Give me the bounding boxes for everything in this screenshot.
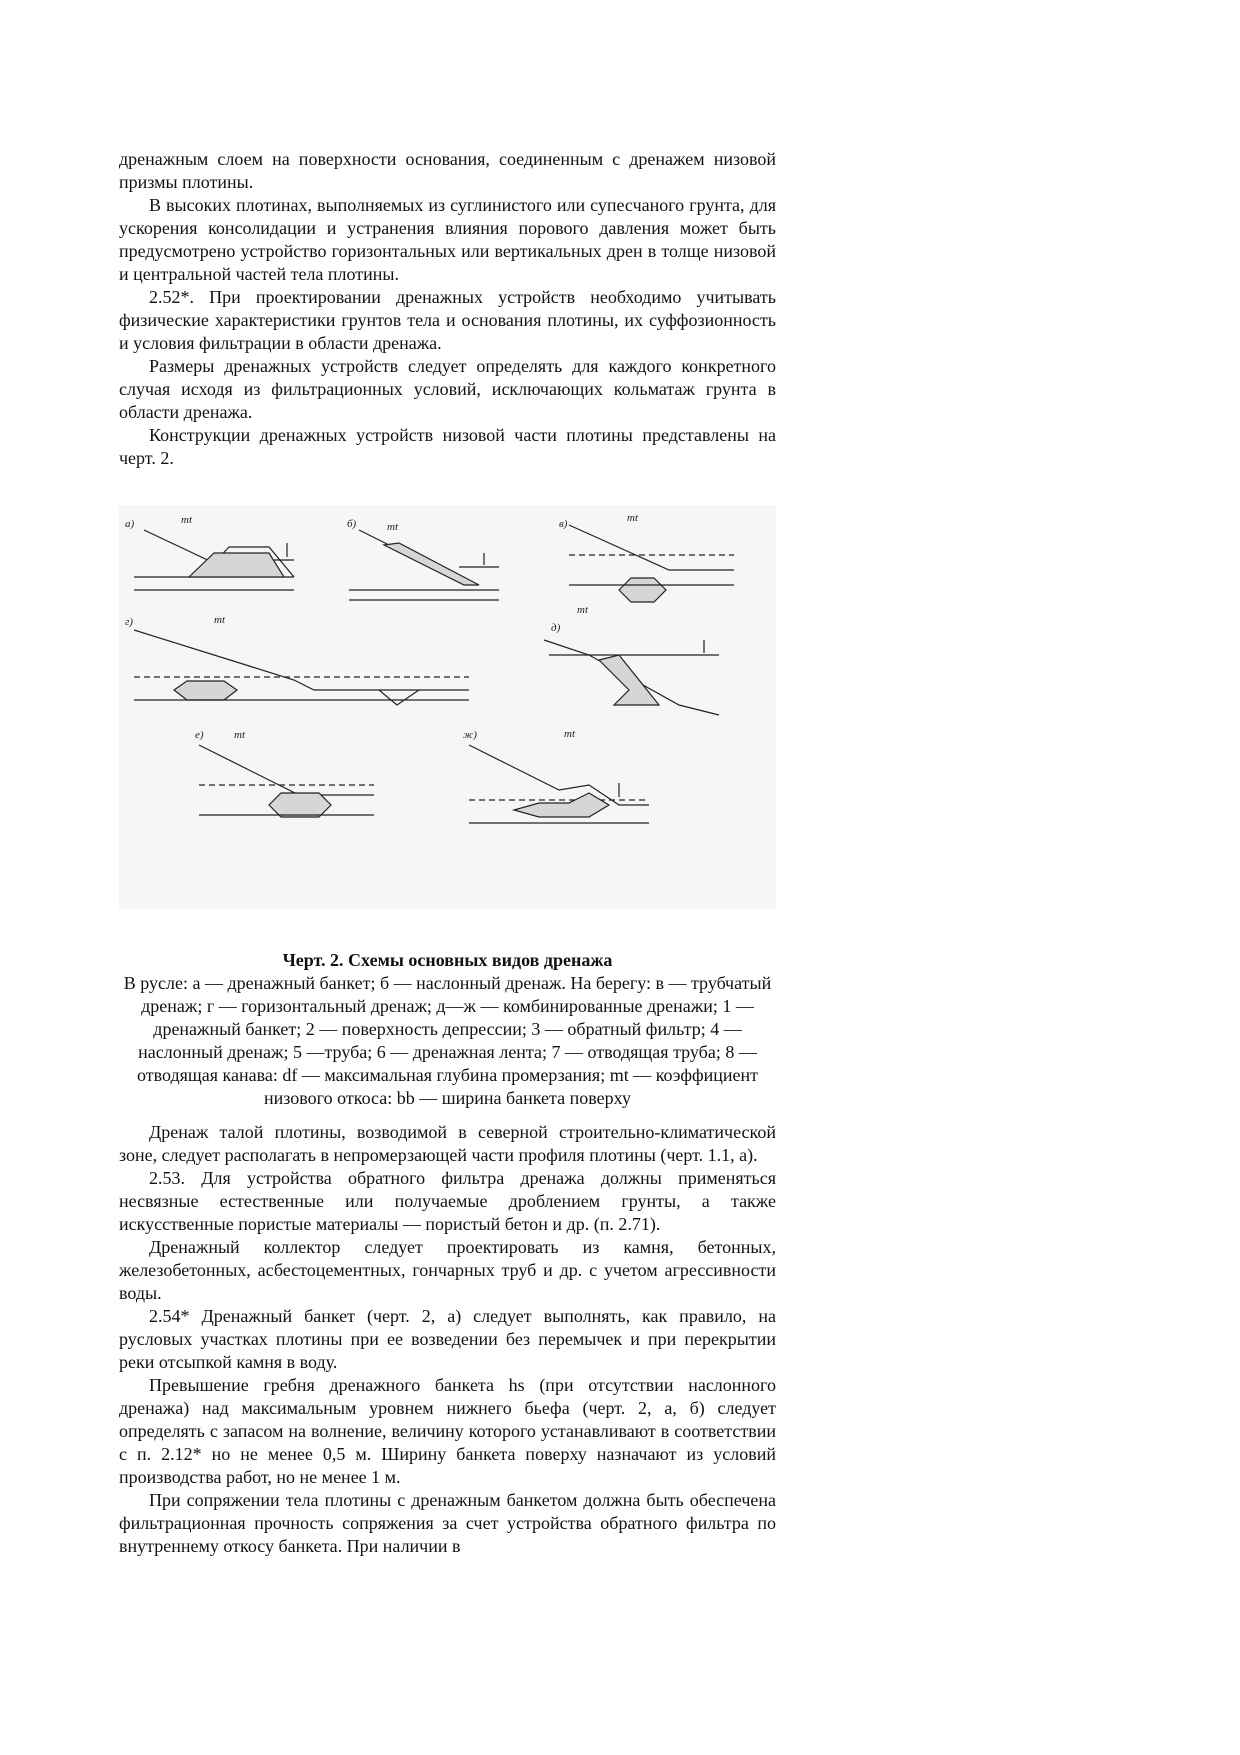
paragraph: 2.54* Дренажный банкет (черт. 2, а) следует выполнять, как правило, на русловых участках плотины при ее возведении без перемычек и при перекрытии реки отсыпкой камня в воду. — [119, 1306, 776, 1372]
drainage-schemes-figure — [119, 505, 776, 909]
caption-title: Черт. 2. Схемы основных видов дренажа — [282, 950, 613, 970]
paragraph: Размеры дренажных устройств следует определять для каждого конкретного случая исходя из фильтрационных условий, исключающих кольматаж грунта в области дренажа. — [119, 356, 776, 422]
paragraph: Дренажный коллектор следует проектировать из камня, бетонных, железобетонных, асбестоцементных, гончарных труб и др. с учетом агрессивности воды. — [119, 1237, 776, 1303]
panel-label-v: в) — [559, 518, 568, 530]
slope-label: mt — [214, 614, 225, 626]
paragraph: Конструкции дренажных устройств низовой части плотины представлены на черт. 2. — [119, 425, 776, 468]
slope-label: mt — [387, 521, 398, 533]
paragraph: Превышение гребня дренажного банкета hs (при отсутствии наслонного дренажа) над максимальным уровнем нижнего бьефа (черт. 2, а, б) следует определять с запасом на волнение, величину которого устанавливают в соответствии с п. 2.12* но не менее 0,5 м. Ширину банкета поверху назначают из условий производства работ, но не менее 1 м. — [119, 1375, 776, 1487]
slope-label: mt — [627, 512, 638, 524]
slope-label: mt — [181, 514, 192, 526]
top-text-block — [119, 148, 776, 470]
paragraph: Дренаж талой плотины, возводимой в северной строительно-климатической зоне, следует располагать в непромерзающей части профиля плотины (черт. 1.1, а). — [119, 1122, 776, 1165]
panel-label-a: а) — [125, 518, 135, 530]
caption-text: В русле: а — дренажный банкет; б — наслонный дренаж. На берегу: в — трубчатый дренаж; г — горизонтальный дренаж; д—ж — комбинированные дренажи; 1 — дренажный банкет; 2 — поверхность депрессии; 3 — обратный фильтр; 4 — наслонный дренаж; 5 —труба; 6 — дренажная лента; 7 — отводящая труба; 8 — отводящая канава: df — максимальная глубина промерзания; mt — коэффициент низового откоса: bb — ширина банкета поверху — [123, 973, 772, 1108]
panel-label-e: е) — [195, 729, 204, 741]
slope-label: mt — [564, 728, 575, 740]
drainage-schemes-drawing — [119, 505, 776, 909]
slope-label: mt — [234, 729, 245, 741]
panel-label-b: б) — [347, 518, 357, 530]
paragraph: дренажным слоем на поверхности основания, соединенным с дренажем низовой призмы плотины. — [119, 149, 776, 192]
paragraph: При сопряжении тела плотины с дренажным банкетом должна быть обеспечена фильтрационная прочность сопряжения за счет устройства обратного фильтра по внутреннему откосу банкета. При наличии в — [119, 1490, 776, 1556]
figure-caption — [119, 949, 776, 1110]
paragraph: 2.53. Для устройства обратного фильтра дренажа должны применяться несвязные естественные или получаемые дроблением грунты, а также искусственные пористые материалы — пористый бетон и др. (п. 2.71). — [119, 1168, 776, 1234]
paragraph: 2.52*. При проектировании дренажных устройств необходимо учитывать физические характеристики грунтов тела и основания плотины, их суффозионность и условия фильтрации в области дренажа. — [119, 287, 776, 353]
slope-label: mt — [577, 604, 588, 616]
panel-label-d: д) — [551, 622, 561, 634]
panel-label-zh: ж) — [463, 729, 477, 741]
panel-label-g: г) — [125, 616, 133, 628]
paragraph: В высоких плотинах, выполняемых из суглинистого или супесчаного грунта, для ускорения консолидации и устранения влияния порового давления может быть предусмотрено устройство горизонтальных или вертикальных дрен в толще низовой и центральной частей тела плотины. — [119, 195, 776, 284]
document-page — [119, 148, 776, 1558]
bottom-text-block — [119, 1121, 776, 1558]
